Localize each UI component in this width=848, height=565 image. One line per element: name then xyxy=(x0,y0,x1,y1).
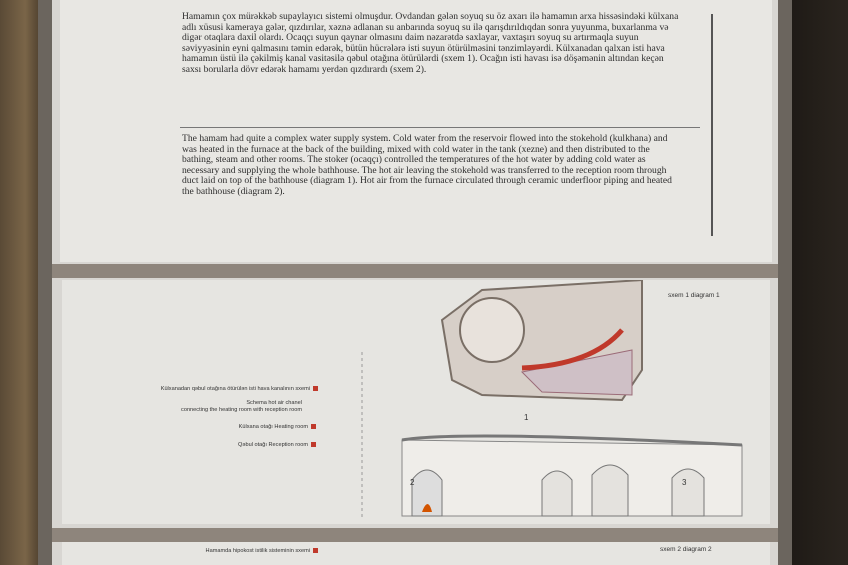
legend-heating-room xyxy=(102,424,316,430)
vertical-rule xyxy=(711,14,713,236)
diagram-2-legend-text: Hamamda hipokost istilik sisteminin sxemi xyxy=(205,548,310,554)
legend-reception-room xyxy=(102,442,316,448)
arch-2 xyxy=(542,471,572,516)
legend-marker-1 xyxy=(313,386,318,391)
dome-room xyxy=(460,298,524,362)
legend-marker-3 xyxy=(311,442,316,447)
marker-2: 2 xyxy=(410,478,415,487)
legend-heating-text: Külxana otağı Heating room xyxy=(238,424,308,430)
legend-en-line-2: connecting the heating room with reception room xyxy=(181,407,302,413)
diagram-1-caption: sxem 1 diagram 1 xyxy=(668,292,720,299)
legend-hot-air-channel xyxy=(82,386,318,392)
marker-1: 1 xyxy=(524,413,529,422)
legend-reception-text: Qəbul otağı Reception room xyxy=(238,442,308,448)
legend-marker-2 xyxy=(311,424,316,429)
marker-3: 3 xyxy=(682,478,687,487)
text-separator xyxy=(180,127,700,128)
arch-4 xyxy=(672,469,704,516)
diagram-2-panel xyxy=(62,542,770,565)
hamam-floorplan-drawing xyxy=(342,280,762,524)
arch-3 xyxy=(592,465,628,516)
azerbaijani-text: Hamamın çox mürəkkəb supaylayıcı sistemi olmuşdur. Ovdandan gələn soyuq su öz axarı ilə hamamın arxa hissəsindəki külxana adlı xüsusi kameraya gələr, qızdırılar, xəznə adlanan su anbarında soyuq su ilə qarışdırıldıqdan sonra yuyunma, buxarlanma və digər otaqlara daxil olardı. Ocaqçı suyun qaynar olmasını daim nəzarətdə saxlayar, vaxtaşırı soyuq su artırmaqla suyun səviyyəsinin eyni qalmasını təmin edərək, bütün hücrələrə isti suyun ötürülməsini tənzimləyərdi. Külxanadan qalxan isti hava hamamın üstü ilə çəkilmiş kanal vasitəsilə qəbul otağına ötürülərdi (sxem 1). Ocağın isti havası isə döşəmənin altından keçən saxsı borularla dövr edərək hamamı yerdən qızdırardı (sxem 2). xyxy=(182,11,679,75)
legend-en-line-1: Schema hot air chanel xyxy=(246,400,302,406)
diagram-2-legend xyxy=(82,548,318,554)
stone-wall-left xyxy=(0,0,42,565)
english-text: The hamam had quite a complex water supply system. Cold water from the reservoir flowed into the stokehold (kulkhana) and was heated in the furnace at the back of the building, mixed with cold water in the tank (xezne) and then distributed to the bathing, steam and other rooms. The stoker (ocaqçı) controlled the temperatures of the hot water by adding cold water as necessary and supplying the whole bathhouse. The hot air leaving the stokehold was transferred to the reception room through duct laid on top of the bathhouse (diagram 1). Hot air from the furnace circulated through ceramic underfloor piping and heated the bathhouse (diagram 2). xyxy=(182,133,672,197)
legend-hot-air-en xyxy=(102,400,302,414)
diagram-1-panel xyxy=(62,280,770,524)
divider-band-bottom xyxy=(52,528,778,542)
divider-band-top xyxy=(52,264,778,278)
legend-az-text: Külxanadan qəbul otağına ötürülən isti hava kanalının sxemi xyxy=(160,386,310,392)
diagram-2-caption: sxem 2 diagram 2 xyxy=(660,546,712,553)
legend-marker-4 xyxy=(313,548,318,553)
